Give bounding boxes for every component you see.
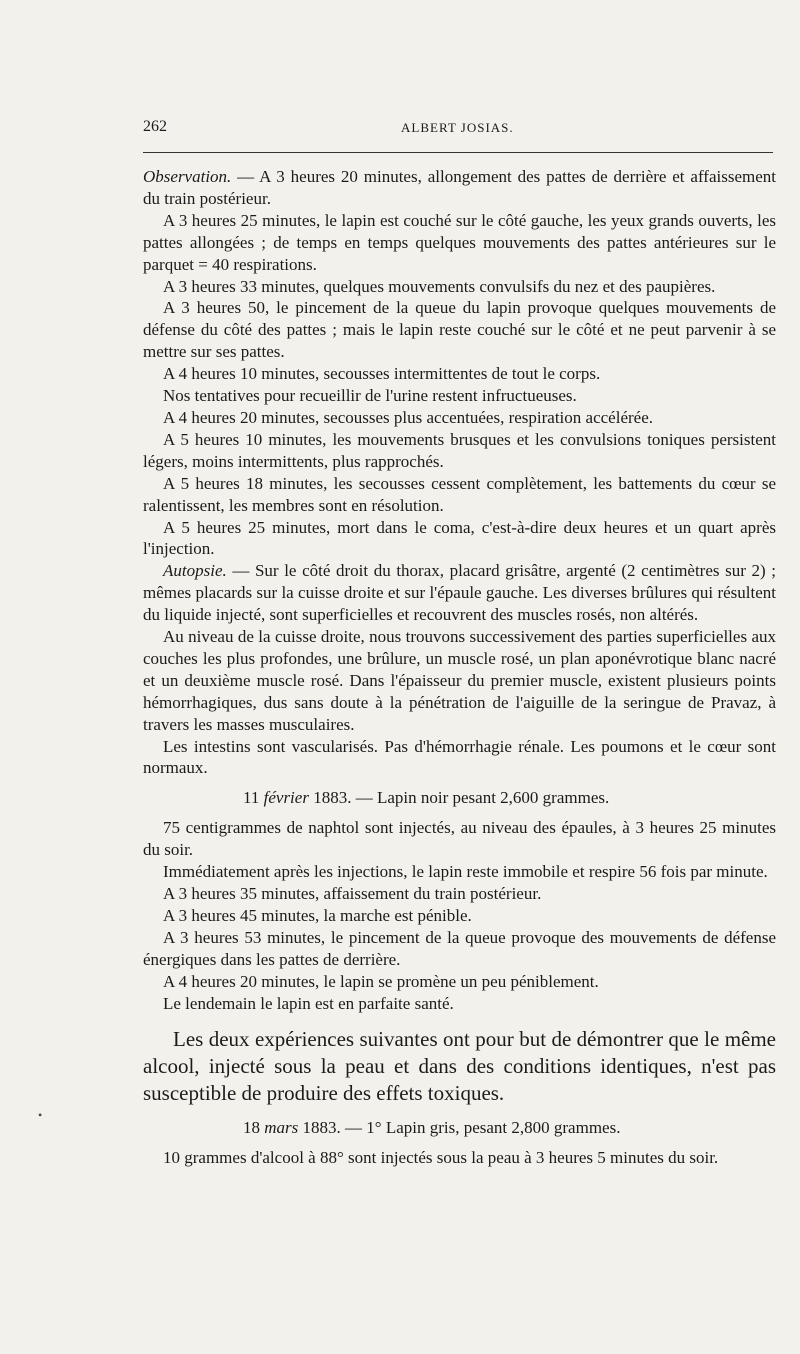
body-text <box>143 166 776 1169</box>
paragraph <box>143 817 776 861</box>
paragraph <box>143 861 776 883</box>
paragraph-lead: mars <box>264 1118 299 1138</box>
paragraph <box>143 276 776 298</box>
paragraph-text: — Sur le côté droit du thorax, placard grisâtre, argenté (2 centimètres sur 2) ; mêmes placards sur la cuisse droite et sur l'épaule gauche. Les diverses brûlures qui résultent du liquide injecté, sont superficielles et recouvrent des muscles rosés, non altérés. <box>143 561 776 625</box>
paragraph-text: 75 centigrammes de naphtol sont injectés, au niveau des épaules, à 3 heures 25 minutes du soir. <box>143 818 776 860</box>
paragraph <box>143 385 776 407</box>
paragraph <box>143 429 776 473</box>
paragraph-text: Le lendemain le lapin est en parfaite santé. <box>163 993 454 1013</box>
paragraph-text: A 5 heures 18 minutes, les secousses cessent complètement, les battements du cœur se ralentissent, les membres sont en résolution. <box>143 473 776 515</box>
paragraph-text: A 4 heures 20 minutes, secousses plus accentuées, respiration accélérée. <box>163 407 653 427</box>
paragraph <box>143 927 776 971</box>
paragraph <box>143 560 776 626</box>
paragraph <box>143 363 776 385</box>
paragraph <box>143 787 776 809</box>
paragraph-text: Nos tentatives pour recueillir de l'urine restent infructueuses. <box>163 386 577 406</box>
paragraph-text: — A 3 heures 20 minutes, allongement des pattes de derrière et affaissement du train postérieur. <box>143 167 776 208</box>
paragraph <box>143 626 776 736</box>
paragraph-lead: février <box>263 788 309 808</box>
paragraph <box>143 473 776 517</box>
paragraph <box>143 407 776 429</box>
paragraph <box>143 993 776 1015</box>
paragraph <box>143 517 776 561</box>
paragraph <box>143 883 776 905</box>
paragraph <box>143 210 776 276</box>
paragraph-text: A 3 heures 35 minutes, affaissement du train postérieur. <box>163 884 542 903</box>
paragraph <box>143 1147 776 1169</box>
paragraph-lead: Observation. <box>143 167 232 186</box>
paragraph-text: A 4 heures 20 minutes, le lapin se promène un peu péniblement. <box>163 971 599 991</box>
margin-mark: • <box>38 1108 43 1122</box>
paragraph-text: A 5 heures 25 minutes, mort dans le coma, c'est-à-dire deux heures et un quart après l'injection. <box>143 517 776 559</box>
header-rule <box>143 152 773 153</box>
paragraph-text: Au niveau de la cuisse droite, nous trouvons successivement des parties superficielles aux couches les plus profondes, une brûlure, un muscle rosé, un plan aponévrotique blanc nacré et un deuxième muscle rosé. Dans l'épaisseur du premier muscle, existent plusieurs points hémorrhagiques, dus sans doute à la pénétration de l'aiguille de la seringue de Pravaz, à travers les masses musculaires. <box>143 627 776 734</box>
paragraph-text: 1883. — Lapin noir pesant 2,600 grammes. <box>308 788 610 808</box>
paragraph-text: A 3 heures 50, le pincement de la queue du lapin provoque quelques mouvements de défense du côté des pattes ; mais le lapin reste couché sur le côté et ne peut parvenir à se mettre sur ses pattes. <box>143 298 776 362</box>
paragraph-text: Immédiatement après les injections, le lapin reste immobile et respire 56 fois par minute. <box>163 862 768 882</box>
paragraph-text: A 3 heures 33 minutes, quelques mouvements convulsifs du nez et des paupières. <box>163 276 716 296</box>
paragraph-text: A 3 heures 25 minutes, le lapin est couché sur le côté gauche, les yeux grands ouverts, les pattes allongées ; de temps en temps quelques mouvements des pattes antérieures sur le parquet = 40 respirations. <box>143 210 776 274</box>
paragraph <box>143 1026 776 1107</box>
paragraph <box>143 166 776 210</box>
paragraph-text: A 4 heures 10 minutes, secousses intermittentes de tout le corps. <box>163 364 601 384</box>
paragraph <box>143 971 776 993</box>
page-header <box>143 118 773 142</box>
paragraph <box>143 736 776 780</box>
paragraph-text: A 5 heures 10 minutes, les mouvements brusques et les convulsions toniques persistent légers, moins intermittents, plus rapprochés. <box>143 429 776 471</box>
paragraph <box>143 1117 776 1139</box>
paragraph-text: A 3 heures 45 minutes, la marche est pénible. <box>163 905 472 925</box>
paragraph <box>143 297 776 363</box>
paragraph-text: Les deux expériences suivantes ont pour but de démontrer que le même alcool, injecté sous la peau et dans des conditions identiques, n'est pas susceptible de produire des effets toxiques. <box>143 1027 776 1106</box>
paragraph-lead: Autopsie. <box>163 561 227 581</box>
paragraph-prefix: 11 <box>243 788 264 808</box>
paragraph <box>143 905 776 927</box>
paragraph-text: A 3 heures 53 minutes, le pincement de la queue provoque des mouvements de défense énergiques dans les pattes de derrière. <box>143 927 776 969</box>
paragraph-text: 1883. — 1° Lapin gris, pesant 2,800 grammes. <box>298 1118 621 1138</box>
paragraph-text: Les intestins sont vascularisés. Pas d'hémorrhagie rénale. Les poumons et le cœur sont normaux. <box>143 736 776 778</box>
paragraph-prefix: 18 <box>243 1118 265 1138</box>
paragraph-text: 10 grammes d'alcool à 88° sont injectés sous la peau à 3 heures 5 minutes du soir. <box>163 1148 719 1168</box>
running-title: ALBERT JOSIAS. <box>401 120 514 135</box>
page-number: 262 <box>143 118 167 135</box>
